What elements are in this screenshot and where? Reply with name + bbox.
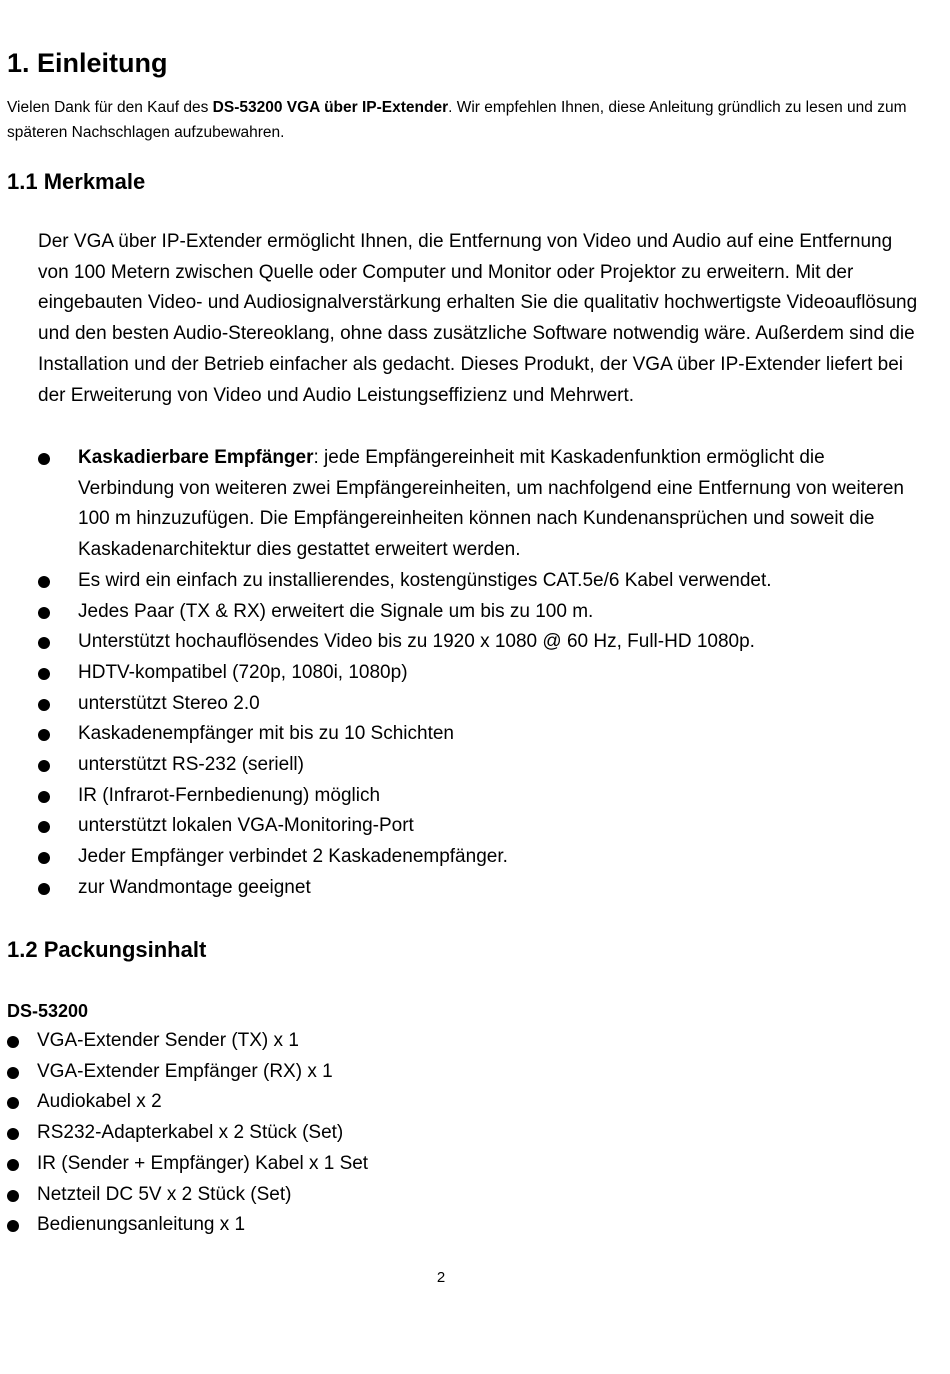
package-model: DS-53200 [7,1001,89,1021]
list-item-text: VGA-Extender Sender (TX) x 1 [37,1030,299,1051]
list-item-bold-label: Kaskadierbare Empfänger [78,447,314,468]
list-item-text: Jedes Paar (TX & RX) erweitert die Signale um bis zu 100 m. [78,600,594,622]
list-item [38,719,918,750]
list-item [7,1118,607,1149]
list-item [38,750,918,781]
list-item-text: RS232-Adapterkabel x 2 Stück (Set) [37,1122,344,1144]
bullet-icon [7,1220,19,1232]
list-item [7,1210,607,1241]
bullet-icon [38,576,50,588]
bullet-icon [38,821,50,833]
bullet-icon [7,1190,19,1202]
list-item [38,658,918,689]
intro-suffix: . Wir empfehlen Ihnen, diese Anleitung gründlich zu lesen und zum späteren Nachschlagen aufzubewahren. [7,99,907,141]
list-item-text: Bedienungsanleitung x 1 [37,1214,246,1236]
list-item [38,689,918,720]
list-item-text: unterstützt RS-232 (seriell) [78,754,304,776]
bullet-icon [38,791,50,803]
intro-prefix: Vielen Dank für den Kauf des [7,99,213,116]
list-item [7,1180,607,1211]
page-number: 2 [436,1269,446,1286]
bullet-icon [7,1036,19,1048]
list-item-text: unterstützt lokalen VGA-Monitoring-Port [78,815,414,837]
list-item-text: Es wird ein einfach zu installierendes, kostengünstiges CAT.5e/6 Kabel verwendet. [78,569,772,591]
list-item-text: Netzteil DC 5V x 2 Stück (Set) [37,1183,292,1205]
intro-product-name: DS-53200 VGA über IP-Extender [212,99,449,116]
bullet-icon [38,883,50,895]
list-item-text: Unterstützt hochauflösendes Video bis zu 1920 x 1080 @ 60 Hz, Full-HD 1080p. [78,631,755,653]
page-heading: 1. Einleitung [7,48,168,78]
features-list [38,443,918,904]
list-item [7,1149,607,1180]
list-item [38,781,918,812]
list-item [38,627,918,658]
list-item [38,597,918,628]
list-item-text: IR (Sender + Empfänger) Kabel x 1 Set [37,1152,369,1174]
list-item [7,1087,607,1118]
bullet-icon [38,668,50,680]
list-item-text: Kaskadenempfänger mit bis zu 10 Schichten [78,723,454,745]
list-item [38,873,918,904]
bullet-icon [7,1097,19,1109]
bullet-icon [38,729,50,741]
package-heading: 1.2 Packungsinhalt [7,937,207,962]
bullet-icon [7,1067,19,1079]
list-item-text: unterstützt Stereo 2.0 [78,692,260,714]
bullet-icon [38,453,50,465]
intro-paragraph [7,95,907,145]
bullet-icon [38,852,50,864]
list-item [7,1057,607,1088]
list-item-text: VGA-Extender Empfänger (RX) x 1 [37,1060,333,1082]
list-item [38,842,918,873]
list-item-text: Audiokabel x 2 [37,1091,162,1113]
bullet-icon [7,1159,19,1171]
bullet-icon [38,637,50,649]
list-item [38,566,918,597]
features-heading: 1.1 Merkmale [7,169,146,194]
package-list [7,1026,607,1241]
bullet-icon [38,607,50,619]
list-item [7,1026,607,1057]
bullet-icon [7,1128,19,1140]
features-paragraph: Der VGA über IP-Extender ermöglicht Ihnen, die Entfernung von Video und Audio auf eine Entfernung von 100 Metern zwischen Quelle oder Computer und Monitor oder Projektor zu erweitern. Mit der eingebauten Video- und Audiosignalverstärkung erhalten Sie die qualitativ hochwertigste Videoauflösung und den besten Audio-Stereoklang, ohne dass zusätzliche Software notwendig wäre. Außerdem sind die Installation und der Betrieb einfacher als gedacht. Dieses Produkt, der VGA über IP-Extender liefert bei der Erweiterung von Video und Audio Leistungseffizienz und Mehrwert. [38,231,918,406]
list-item-text: IR (Infrarot-Fernbedienung) möglich [78,784,381,806]
bullet-icon [38,760,50,772]
list-item-text: HDTV-kompatibel (720p, 1080i, 1080p) [78,661,408,683]
list-item-text: zur Wandmontage geeignet [78,876,311,898]
list-item-text: : jede Empfängereinheit mit Kaskadenfunktion ermöglicht die Verbindung von weiteren zwei Empfängereinheiten, um nachfolgend eine Entfernung von weiteren 100 m hinzuzufügen. Die Empfängereinheiten können nach Kundenansprüchen und soweit die Kaskadenarchitektur dies gestattet erweitert werden. [78,447,904,561]
list-item-text: Jeder Empfänger verbindet 2 Kaskadenempfänger. [78,846,508,868]
list-item [38,443,918,566]
bullet-icon [38,699,50,711]
list-item [38,811,918,842]
